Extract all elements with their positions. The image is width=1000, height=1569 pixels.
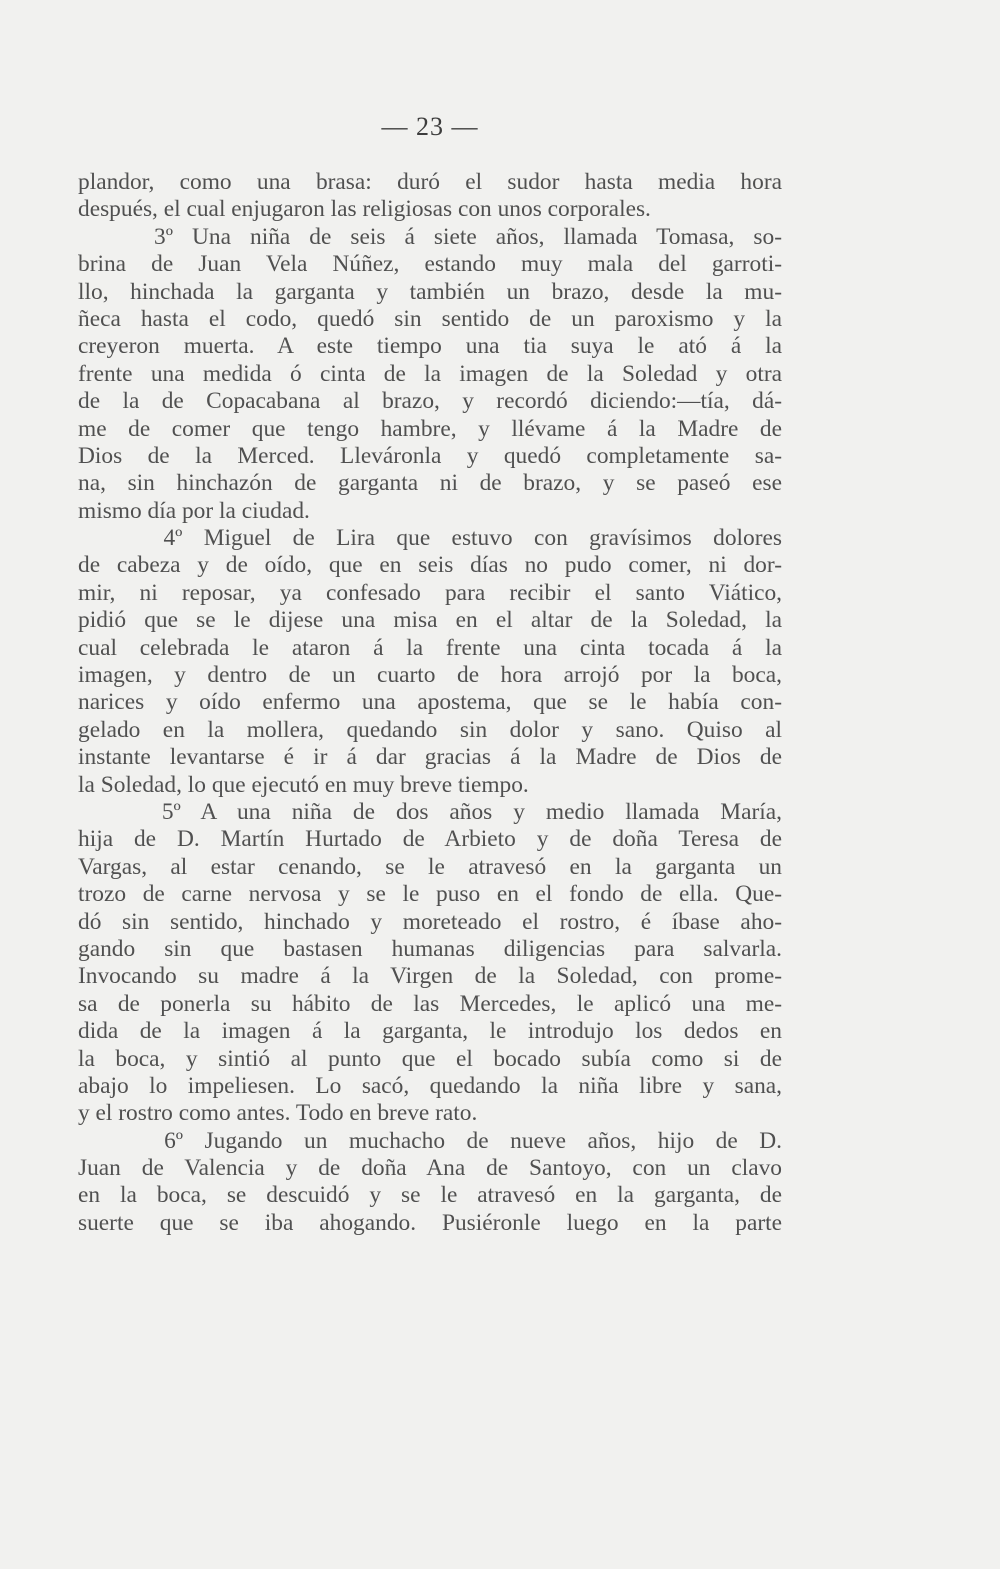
text-line: la Soledad, lo que ejecutó en muy breve tiempo.: [78, 771, 529, 798]
text-line: Dios de la Merced. Lleváronla y quedó completamente sa-: [78, 442, 782, 469]
body-text: [78, 169, 782, 1237]
text-line: y el rostro como antes. Todo en breve rato.: [78, 1100, 478, 1127]
text-line: de la de Copacabana al brazo, y recordó diciendo:—tía, dá-: [78, 388, 782, 415]
text-line: suerte que se iba ahogando. Pusiéronle luego en la parte: [78, 1209, 782, 1236]
text-line: creyeron muerta. A este tiempo una tia suya le ató á la: [78, 333, 782, 360]
text-line: hija de D. Martín Hurtado de Arbieto y de doña Teresa de: [78, 826, 782, 853]
text-line: imagen, y dentro de un cuarto de hora arrojó por la boca,: [78, 662, 782, 689]
text-line: gando sin que bastasen humanas diligencias para salvarla.: [78, 935, 782, 962]
text-line: cual celebrada le ataron á la frente una cinta tocada á la: [78, 634, 782, 661]
text-line: dó sin sentido, hinchado y moreteado el rostro, é íbase aho-: [78, 908, 782, 935]
text-line: na, sin hinchazón de garganta ni de brazo, y se paseó ese: [78, 470, 782, 497]
text-line: trozo de carne nervosa y se le puso en el fondo de ella. Que-: [78, 881, 782, 908]
text-line: narices y oído enfermo una apostema, que se le había con-: [78, 689, 782, 716]
text-line: llo, hinchada la garganta y también un brazo, desde la mu-: [78, 278, 782, 305]
text-line: en la boca, se descuidó y se le atravesó en la garganta, de: [78, 1182, 782, 1209]
text-line: mir, ni reposar, ya confesado para recibir el santo Viático,: [78, 579, 782, 606]
text-line: ñeca hasta el codo, quedó sin sentido de un paroxismo y la: [78, 305, 782, 332]
text-line: 3º Una niña de seis á siete años, llamada Tomasa, so-: [78, 223, 782, 250]
text-line: Invocando su madre á la Virgen de la Soledad, con prome-: [78, 963, 782, 990]
text-line: frente una medida ó cinta de la imagen de la Soledad y otra: [78, 360, 782, 387]
text-line: plandor, como una brasa: duró el sudor hasta media hora: [78, 169, 782, 195]
text-line: mismo día por la ciudad.: [78, 497, 310, 524]
text-line: sa de ponerla su hábito de las Mercedes, le aplicó una me-: [78, 990, 782, 1017]
text-line: la boca, y sintió al punto que el bocado subía como si de: [78, 1045, 782, 1072]
text-line: brina de Juan Vela Núñez, estando muy mala del garroti-: [78, 251, 782, 278]
page-number: — 23 —: [381, 112, 479, 141]
text-line: abajo lo impeliesen. Lo sacó, quedando la niña libre y sana,: [78, 1072, 782, 1099]
text-line: gelado en la mollera, quedando sin dolor y sano. Quiso al: [78, 716, 782, 743]
text-line: 6º Jugando un muchacho de nueve años, hijo de D.: [78, 1127, 782, 1154]
text-line: me de comer que tengo hambre, y llévame á la Madre de: [78, 415, 782, 442]
text-line: 5º A una niña de dos años y medio llamada María,: [78, 798, 782, 825]
text-line: Vargas, al estar cenando, se le atravesó en la garganta un: [78, 853, 782, 880]
text-line: de cabeza y de oído, que en seis días no pudo comer, ni dor-: [78, 552, 782, 579]
text-line: dida de la imagen á la garganta, le introdujo los dedos en: [78, 1018, 782, 1045]
text-line: instante levantarse é ir á dar gracias á la Madre de Dios de: [78, 744, 782, 771]
text-line: después, el cual enjugaron las religiosas con unos corporales.: [78, 196, 651, 223]
text-line: pidió que se le dijese una misa en el altar de la Soledad, la: [78, 607, 782, 634]
text-line: 4º Miguel de Lira que estuvo con gravísimos dolores: [78, 525, 782, 552]
text-line: Juan de Valencia y de doña Ana de Santoyo, con un clavo: [78, 1155, 782, 1182]
